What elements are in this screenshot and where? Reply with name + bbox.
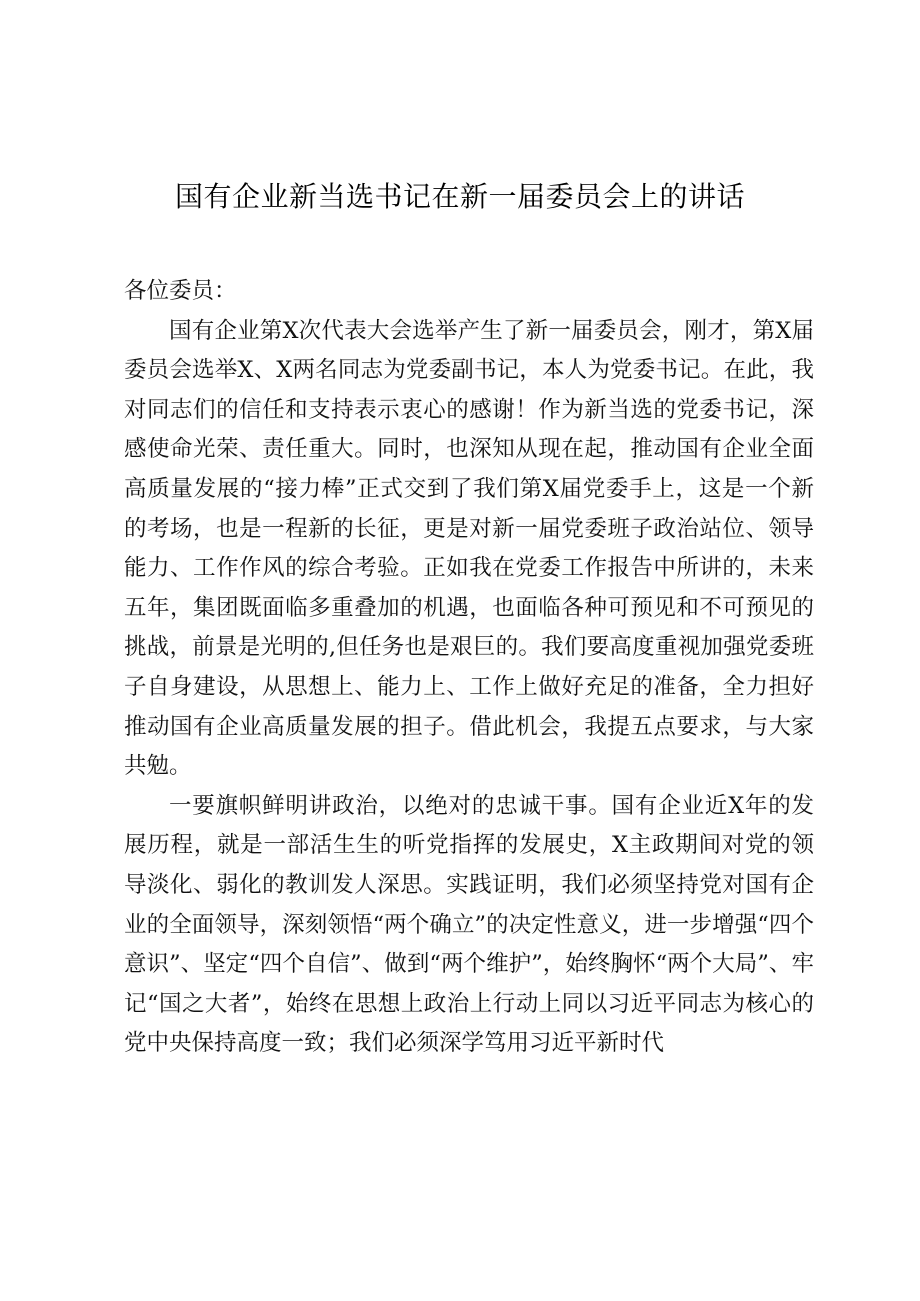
document-title: 国有企业新当选书记在新一届委员会上的讲话 (174, 180, 745, 213)
paragraph-first-requirement: 一要旗帜鲜明讲政治，以绝对的忠诚干事。国有企业近X年的发展历程，就是一部活生生的听党指挥的发展史，X主政期间对党的领导淡化、弱化的教训发人深思。实践证明，我们必须坚持党对国有企业的全面领导，深刻领悟“两个确立”的决定性意义，进一步增强“四个意识”、坚定“四个自信”、做到“两个维护”，始终胸怀“两个大局”、牢记“国之大者”，始终在思想上政治上行动上同以习近平同志为核心的党中央保持高度一致；我们必须深学笃用习近平新时代 (124, 792, 814, 1057)
salutation: 各位委员： (124, 278, 237, 304)
paragraph-opening: 国有企业第X次代表大会选举产生了新一届委员会，刚才，第X届委员会选举X、X两名同志为党委副书记，本人为党委书记。在此，我对同志们的信任和支持表示衷心的感谢！作为新当选的党委书记，深感使命光荣、责任重大。同时，也深知从现在起，推动国有企业全面高质量发展的“接力棒”正式交到了我们第X届党委手上，这是一个新的考场，也是一程新的长征，更是对新一届党委班子政治站位、领导能力、工作作风的综合考验。正如我在党委工作报告中所讲的，未来五年，集团既面临多重叠加的机遇，也面临各种可预见和不可预见的挑战，前景是光明的,但任务也是艰巨的。我们要高度重视加强党委班子自身建设，从思想上、能力上、工作上做好充足的准备，全力担好推动国有企业高质量发展的担子。借此机会，我提五点要求，与大家共勉。 (124, 317, 814, 780)
document-body (124, 272, 814, 1064)
